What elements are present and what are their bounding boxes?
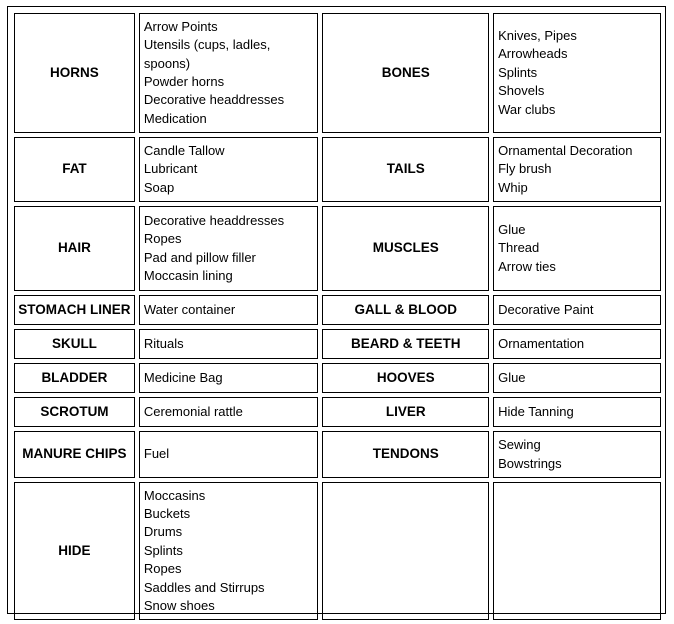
uses-cell (139, 206, 319, 291)
use-item: Soap (143, 179, 175, 195)
use-item: War clubs (498, 101, 556, 117)
use-item: Lubricant (143, 161, 198, 177)
uses-cell (139, 397, 319, 427)
part-name-gall-and-blood: GALL & BLOOD (322, 295, 489, 325)
uses-cell (139, 295, 319, 325)
use-item: Glue (498, 221, 526, 237)
use-item: Decorative Paint (498, 301, 594, 317)
use-item: Ceremonial rattle (143, 403, 243, 419)
uses-cell (493, 397, 661, 427)
use-item: Bowstrings (498, 455, 562, 471)
use-item: Ornamental Decoration (498, 142, 633, 158)
uses-cell (139, 329, 319, 359)
use-item: Powder horns (143, 74, 225, 89)
use-item: Rituals (143, 335, 184, 351)
part-name-hair: HAIR (14, 206, 135, 291)
use-item: Moccasin lining (143, 267, 233, 283)
part-name-skull: SKULL (14, 329, 135, 359)
part-name-hide: HIDE (14, 482, 135, 620)
use-item: Ropes (143, 561, 182, 577)
part-name-beard-and-teeth: BEARD & TEETH (322, 329, 489, 359)
uses-cell (493, 431, 661, 478)
part-name-fat: FAT (14, 137, 135, 202)
use-item: Thread (498, 240, 540, 256)
use-item: Pad and pillow filler (143, 249, 256, 265)
part-name-tails: TAILS (322, 137, 489, 202)
table-row (14, 431, 661, 478)
use-item: Decorative headdresses (143, 212, 285, 228)
buffalo-uses-table (10, 9, 665, 624)
uses-cell (493, 329, 661, 359)
use-item: Candle Tallow (143, 142, 225, 158)
uses-cell (493, 206, 661, 291)
use-item: Fly brush (498, 161, 552, 177)
use-item: Ropes (143, 231, 182, 247)
use-item: Drums (143, 524, 183, 540)
part-name-liver: LIVER (322, 397, 489, 427)
uses-cell (493, 363, 661, 393)
use-item: Utensils (cups, ladles, (143, 37, 271, 53)
uses-cell (139, 363, 319, 393)
table-row (14, 397, 661, 427)
use-item: Moccasins (143, 487, 206, 503)
use-item: Buckets (143, 505, 191, 521)
table-row (14, 295, 661, 325)
use-item: Splints (143, 542, 183, 558)
use-item: Arrowheads (498, 46, 568, 62)
table-row (14, 13, 661, 133)
table-row (14, 137, 661, 202)
use-item: Arrow Points (143, 18, 218, 34)
uses-cell (139, 13, 319, 133)
use-item: Snow shoes (143, 598, 215, 614)
use-item: Ornamentation (498, 335, 585, 351)
use-item: Splints (498, 64, 538, 80)
part-name-bladder: BLADDER (14, 363, 135, 393)
table-row (14, 329, 661, 359)
part-name-tendons: TENDONS (322, 431, 489, 478)
part-name-bones: BONES (322, 13, 489, 133)
use-item: Shovels (498, 83, 545, 99)
part-name-scrotum: SCROTUM (14, 397, 135, 427)
uses-cell (139, 482, 319, 620)
uses-cell (139, 431, 319, 478)
use-item: Sewing (498, 437, 541, 453)
use-item: Glue (498, 369, 526, 385)
table-row (14, 482, 661, 620)
use-item: Medicine Bag (143, 369, 223, 385)
use-item: Hide Tanning (498, 403, 574, 419)
use-item: Whip (498, 179, 528, 195)
uses-cell (139, 137, 319, 202)
use-item: Knives, Pipes (498, 27, 577, 43)
use-item: Arrow ties (498, 258, 556, 274)
table-row (14, 206, 661, 291)
uses-cell (493, 295, 661, 325)
table-frame (7, 6, 666, 614)
part-name-muscles: MUSCLES (322, 206, 489, 291)
uses-cell (493, 137, 661, 202)
part-name-hooves: HOOVES (322, 363, 489, 393)
part-name-stomach-liner: STOMACH LINER (14, 295, 135, 325)
use-item: spoons) (143, 55, 191, 71)
part-name-manure-chips: MANURE CHIPS (14, 431, 135, 478)
use-item: Saddles and Stirrups (143, 579, 265, 595)
uses-cell (493, 13, 661, 133)
part-name-horns: HORNS (14, 13, 135, 133)
use-item: Medication (143, 110, 207, 126)
empty-uses-cell (493, 482, 661, 620)
use-item: Decorative headdresses (143, 92, 285, 108)
empty-part-cell (322, 482, 489, 620)
use-item: Water container (143, 301, 236, 317)
use-item: Fuel (143, 446, 170, 462)
table-row (14, 363, 661, 393)
